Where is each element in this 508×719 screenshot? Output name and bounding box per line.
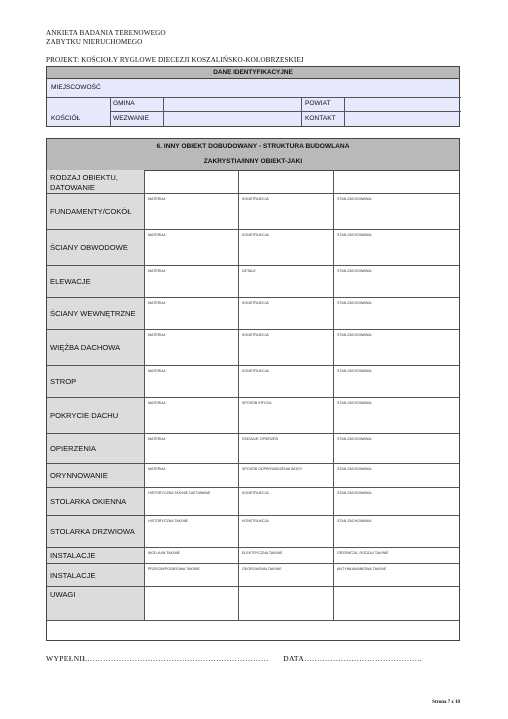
identification-title: DANE IDENTYFIKACYJNE: [47, 67, 459, 79]
row-label: STOLARKA OKIENNA: [47, 488, 145, 515]
cell-c1[interactable]: MATERIAŁ: [145, 230, 239, 265]
label-kontakt: KONTAKT: [305, 115, 336, 122]
row-label: ŚCIANY WEWNĘTRZNE: [47, 298, 145, 329]
cell-c3[interactable]: STAN ZACHOWANIA: [337, 491, 372, 495]
cell-c3[interactable]: STAN ZACHOWANIA: [337, 233, 372, 237]
divider: [344, 97, 345, 127]
cell-c1[interactable]: PRZECIWPOŻAROWA TAK/NIE: [145, 564, 239, 586]
divider: [110, 111, 461, 112]
row-label: STOLARKA DRZWIOWA: [47, 516, 145, 547]
label-wezwanie: WEZWANIE: [113, 115, 150, 122]
cell-c3[interactable]: STAN ZACHOWANIA: [337, 519, 372, 523]
row-label: FUNDAMENTY/COKÓŁ: [47, 194, 145, 229]
cell-c2[interactable]: [239, 587, 334, 620]
row-label: WIĘŹBA DACHOWA: [47, 330, 145, 365]
project-title: PROJEKT: KOŚCIOŁY RYGLOWE DIECEZJI KOSZALIŃSKO-KOŁOBRZESKIEJ: [46, 56, 304, 64]
table-row: [47, 194, 459, 230]
row-label: RODZAJ OBIEKTU, DATOWANIE: [47, 170, 145, 193]
cell-c3[interactable]: STAN ZACHOWANIA: [337, 369, 372, 373]
cell-c2[interactable]: DETALE: [239, 266, 334, 297]
cell-c2[interactable]: RODZAJE OPIERZEŃ: [239, 434, 334, 463]
cell-c2[interactable]: SPOSÓB ODPROWADZENIA WODY: [239, 464, 334, 487]
cell-c3[interactable]: GRZEWCZA, RODZAJ TAK/NIE: [337, 551, 389, 555]
cell-c3[interactable]: ANTYWŁAMANIOWA TAK/NIE: [337, 567, 387, 571]
cell-c1[interactable]: WOD-KAN TAK/NIE: [145, 548, 239, 563]
cell-c3[interactable]: STAN ZACHOWANIA: [337, 401, 372, 405]
cell-c2[interactable]: KONSTRUKCJA: [239, 298, 334, 329]
row-label: ELEWACJE: [47, 266, 145, 297]
cell-c1[interactable]: MATERIAŁ: [145, 398, 239, 433]
cell-c1[interactable]: MATERIAŁ: [145, 298, 239, 329]
row-label: UWAGI: [47, 587, 145, 620]
table-row: [47, 587, 459, 621]
row-label: STROP: [47, 366, 145, 397]
row-label: ORYNNOWANIE: [47, 464, 145, 487]
table-row: [47, 230, 459, 266]
survey-subtitle: ZABYTKU NIERUCHOMEGO: [46, 38, 143, 46]
divider: [301, 97, 302, 127]
filled-by-field[interactable]: WYPEŁNIŁ……………………………………………………………: [46, 654, 269, 663]
label-powiat: POWIAT: [305, 100, 331, 107]
cell-c3[interactable]: [334, 170, 459, 193]
row-label: ŚCIANY OBWODOWE: [47, 230, 145, 265]
cell-c2[interactable]: KONSTRUKCJA: [239, 230, 334, 265]
table-row: [47, 298, 459, 330]
cell-c3[interactable]: STAN ZACHOWANIA: [337, 437, 372, 441]
cell-c2[interactable]: KONSTRUKCJA: [239, 488, 334, 515]
table-row: [47, 398, 459, 434]
divider: [163, 97, 164, 127]
table-row: [47, 366, 459, 398]
cell-c1[interactable]: HISTORYCZNA TAK/NIE DATOWANIE: [145, 488, 239, 515]
table-row: [47, 170, 459, 194]
label-miejscowosc: MIEJSCOWOŚĆ: [51, 84, 101, 91]
cell-c1[interactable]: MATERIAŁ: [145, 434, 239, 463]
table-row: [47, 516, 459, 548]
section-title: 6. INNY OBIEKT DOBUDOWANY - STRUKTURA BUDOWLANA: [47, 139, 459, 155]
table-row: [47, 488, 459, 516]
table-row: [47, 464, 459, 488]
cell-c1[interactable]: MATERIAŁ: [145, 194, 239, 229]
signature-line: [46, 654, 422, 663]
cell-c1[interactable]: [145, 587, 239, 620]
cell-c2[interactable]: [239, 170, 334, 193]
cell-c1[interactable]: [145, 170, 239, 193]
identification-table: [46, 66, 460, 127]
table-row: [47, 330, 459, 366]
cell-c3[interactable]: STAN ZACHOWANIA: [337, 467, 372, 471]
cell-c1[interactable]: MATERIAŁ: [145, 464, 239, 487]
cell-c2[interactable]: ELEKTRYCZNA TAK/NIE: [239, 548, 334, 563]
row-label: INSTALACJE: [47, 548, 145, 563]
cell-c1[interactable]: HISTORYCZNA TAK/NIE: [145, 516, 239, 547]
label-kosciol: KOŚCIÓŁ: [51, 115, 81, 122]
cell-c2[interactable]: KONSTRUKCJA: [239, 516, 334, 547]
row-label: POKRYCIE DACHU: [47, 398, 145, 433]
date-field[interactable]: DATA………………………………………: [283, 654, 423, 663]
cell-c2[interactable]: KONSTRUKCJA: [239, 194, 334, 229]
table-row: [47, 548, 459, 564]
cell-c2[interactable]: SPOSÓB KRYCIA: [239, 398, 334, 433]
cell-c1[interactable]: MATERIAŁ: [145, 330, 239, 365]
cell-c3[interactable]: STAN ZACHOWANIA: [337, 269, 372, 273]
cell-c3[interactable]: STAN ZACHOWANIA: [337, 197, 372, 201]
cell-c3[interactable]: STAN ZACHOWANIA: [337, 333, 372, 337]
table-row: [47, 266, 459, 298]
cell-c1[interactable]: MATERIAŁ: [145, 266, 239, 297]
divider: [110, 97, 111, 127]
cell-c3[interactable]: STAN ZACHOWANIA: [337, 301, 372, 305]
cell-c2[interactable]: ODGROMOWA TAK/NIE: [239, 564, 334, 586]
page-number: Strona 7 z 10: [432, 700, 460, 705]
cell-c2[interactable]: KONSTRUKCJA: [239, 330, 334, 365]
cell-c2[interactable]: KONSTRUKCJA: [239, 366, 334, 397]
survey-title: ANKIETA BADANIA TERENOWEGO: [46, 29, 166, 37]
row-label: OPIERZENIA: [47, 434, 145, 463]
cell-c1[interactable]: MATERIAŁ: [145, 366, 239, 397]
section-subtitle: ZAKRYSTIA/INNY OBIEKT-JAKI: [47, 155, 459, 171]
structure-table: [46, 138, 460, 641]
table-row: [47, 564, 459, 587]
label-gmina: GMINA: [113, 100, 135, 107]
table-row: [47, 434, 459, 464]
row-label: INSTALACJE: [47, 564, 145, 586]
cell-c3[interactable]: [334, 587, 459, 620]
